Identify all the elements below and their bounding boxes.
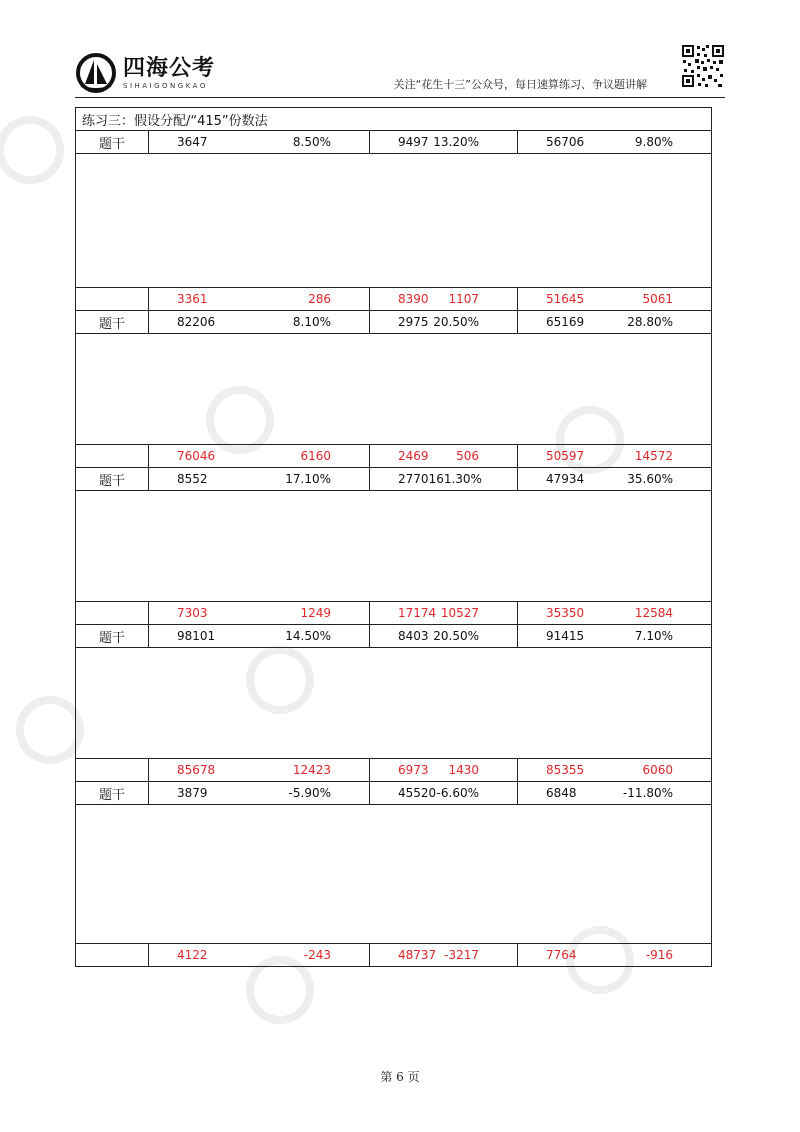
- answer-value: 7303: [177, 606, 208, 620]
- question-value: 82206: [177, 315, 216, 329]
- answer-row: [76, 602, 712, 625]
- answer-cell: [149, 759, 370, 782]
- answer-cell: [370, 288, 518, 311]
- question-cell: [370, 468, 518, 491]
- answer-rate: 12423: [292, 763, 331, 777]
- answer-cell: [518, 288, 712, 311]
- answer-row: [76, 445, 712, 468]
- qr-code-icon: [681, 44, 725, 88]
- answer-label-cell: [76, 602, 149, 625]
- answer-rate: 14572: [634, 449, 674, 463]
- answer-cell: [149, 602, 370, 625]
- answer-rate: 5061: [642, 292, 674, 306]
- work-area-row: [76, 805, 712, 944]
- question-cell: [370, 782, 518, 805]
- answer-cell: [518, 602, 712, 625]
- question-cell: [370, 625, 518, 648]
- answer-value: 4122: [177, 948, 208, 962]
- answer-row: [76, 944, 712, 967]
- answer-cell: [149, 288, 370, 311]
- question-row: [76, 468, 712, 491]
- question-rate: 28.80%: [627, 315, 674, 329]
- exercise-title: 练习三：假设分配/“415”份数法: [76, 108, 712, 131]
- answer-rate: 6060: [642, 763, 674, 777]
- question-cell: [518, 131, 712, 154]
- answer-rate: -916: [645, 948, 674, 962]
- work-area-row: [76, 491, 712, 602]
- question-rate: 9.80%: [634, 135, 674, 149]
- header-slogan: 关注“花生十三”公众号，每日速算练习、争议题讲解: [393, 78, 647, 91]
- question-value: 65169: [546, 315, 585, 329]
- exercise-table-wrap: [75, 107, 711, 967]
- answer-cell: [370, 759, 518, 782]
- work-area[interactable]: [76, 805, 712, 944]
- work-area-row: [76, 334, 712, 445]
- answer-rate: 1107: [448, 292, 479, 306]
- question-value: 3647: [177, 135, 208, 149]
- question-value: 91415: [546, 629, 585, 643]
- answer-cell: [149, 445, 370, 468]
- answer-rate: 1430: [448, 763, 479, 777]
- question-value: 8403: [398, 629, 429, 643]
- answer-value: 50597: [546, 449, 585, 463]
- question-cell: [518, 625, 712, 648]
- question-value: 47934: [546, 472, 585, 486]
- work-area[interactable]: [76, 491, 712, 602]
- answer-label-cell: [76, 759, 149, 782]
- question-rate: 61.30%: [436, 472, 482, 486]
- answer-rate: -3217: [444, 948, 479, 962]
- question-rate: 13.20%: [433, 135, 479, 149]
- question-rate: 7.10%: [634, 629, 674, 643]
- question-rate: 8.10%: [292, 315, 331, 329]
- answer-rate: 12584: [634, 606, 674, 620]
- exercise-table: [75, 107, 712, 967]
- row-label: 题干: [76, 468, 149, 491]
- work-area-row: [76, 648, 712, 759]
- question-value: 45520: [398, 786, 437, 800]
- work-area[interactable]: [76, 648, 712, 759]
- question-rate: -6.60%: [436, 786, 479, 800]
- header-divider: [75, 97, 725, 98]
- question-rate: -5.90%: [288, 786, 331, 800]
- answer-cell: [518, 944, 712, 967]
- answer-label-cell: [76, 288, 149, 311]
- answer-cell: [370, 445, 518, 468]
- question-cell: [370, 311, 518, 334]
- logo-chinese-name: 四海公考: [123, 55, 216, 81]
- answer-value: 48737: [398, 948, 437, 962]
- answer-value: 7764: [546, 948, 577, 962]
- question-rate: -11.80%: [622, 786, 674, 800]
- answer-label-cell: [76, 944, 149, 967]
- answer-row: [76, 759, 712, 782]
- answer-value: 17174: [398, 606, 437, 620]
- work-area-row: [76, 154, 712, 288]
- answer-rate: 10527: [440, 606, 479, 620]
- question-value: 3879: [177, 786, 208, 800]
- question-rate: 20.50%: [433, 629, 479, 643]
- exercise-title-row: [76, 108, 712, 131]
- answer-value: 35350: [546, 606, 585, 620]
- watermark-logo: [0, 112, 68, 188]
- question-value: 2975: [398, 315, 429, 329]
- page-number: 第 6 页: [380, 1070, 420, 1084]
- question-rate: 14.50%: [285, 629, 331, 643]
- answer-value: 76046: [177, 449, 216, 463]
- question-rate: 17.10%: [285, 472, 331, 486]
- question-value: 27701: [398, 472, 437, 486]
- answer-rate: 286: [308, 292, 331, 306]
- question-cell: [370, 131, 518, 154]
- question-value: 8552: [177, 472, 208, 486]
- question-cell: [149, 782, 370, 805]
- question-cell: [518, 782, 712, 805]
- answer-value: 2469: [398, 449, 429, 463]
- question-value: 98101: [177, 629, 216, 643]
- answer-cell: [518, 445, 712, 468]
- answer-value: 51645: [546, 292, 585, 306]
- question-value: 6848: [546, 786, 577, 800]
- question-cell: [518, 468, 712, 491]
- question-value: 56706: [546, 135, 585, 149]
- question-cell: [149, 311, 370, 334]
- question-rate: 20.50%: [433, 315, 479, 329]
- question-row: [76, 625, 712, 648]
- work-area[interactable]: [76, 154, 712, 288]
- answer-value: 6973: [398, 763, 429, 777]
- answer-cell: [370, 602, 518, 625]
- work-area[interactable]: [76, 334, 712, 445]
- brand-logo: [75, 52, 215, 94]
- answer-rate: 1249: [300, 606, 331, 620]
- question-rate: 35.60%: [627, 472, 674, 486]
- row-label: 题干: [76, 131, 149, 154]
- logo-english-name: SIHAIGONGKAO: [123, 81, 208, 90]
- question-cell: [149, 468, 370, 491]
- question-value: 9497: [398, 135, 429, 149]
- answer-rate: -243: [303, 948, 331, 962]
- question-cell: [149, 625, 370, 648]
- answer-value: 85355: [546, 763, 585, 777]
- page-header: [75, 40, 725, 98]
- sail-logo-icon: [75, 52, 117, 94]
- answer-label-cell: [76, 445, 149, 468]
- answer-cell: [370, 944, 518, 967]
- question-rate: 8.50%: [292, 135, 331, 149]
- answer-value: 8390: [398, 292, 429, 306]
- answer-cell: [518, 759, 712, 782]
- question-row: [76, 131, 712, 154]
- question-row: [76, 782, 712, 805]
- row-label: 题干: [76, 625, 149, 648]
- answer-cell: [149, 944, 370, 967]
- answer-row: [76, 288, 712, 311]
- answer-rate: 6160: [300, 449, 331, 463]
- question-row: [76, 311, 712, 334]
- question-cell: [149, 131, 370, 154]
- row-label: 题干: [76, 782, 149, 805]
- answer-value: 85678: [177, 763, 216, 777]
- answer-value: 3361: [177, 292, 208, 306]
- row-label: 题干: [76, 311, 149, 334]
- question-cell: [518, 311, 712, 334]
- answer-rate: 506: [456, 449, 479, 463]
